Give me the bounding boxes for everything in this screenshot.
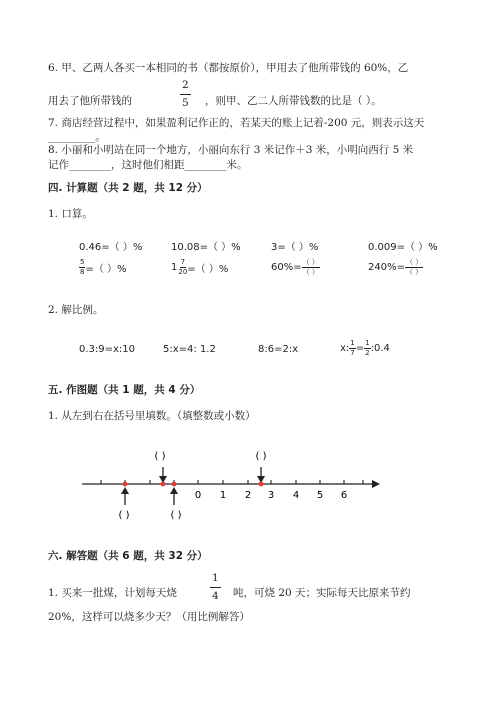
number-line-label-4: 4 bbox=[292, 490, 300, 501]
up-arrow-icon bbox=[121, 487, 129, 505]
oral-calc-8-denominator: （ ） bbox=[405, 268, 423, 276]
oral-calc-8-numerator: （ ） bbox=[405, 258, 423, 266]
number-line-blank-top-2: ( ) bbox=[255, 451, 267, 462]
oral-calc-6-numerator: 7 bbox=[180, 258, 186, 266]
number-line-label-0: 0 bbox=[194, 490, 202, 501]
q7-line1: 7. 商店经营过程中，如果盈利记作正的，若某天的账上记着-200 元，则表示这天 bbox=[48, 117, 425, 129]
oral-calc-8-pre: 240%= bbox=[368, 262, 405, 273]
number-line-label-3: 3 bbox=[267, 490, 275, 501]
q8-line2: 记作________，这时他们相距________米。 bbox=[48, 159, 248, 171]
sec6-q1-frac-numerator: 1 bbox=[210, 573, 221, 588]
oral-calc-7-numerator: （ ） bbox=[302, 258, 319, 266]
oral-calc-3: 3=（ ）% bbox=[271, 242, 319, 253]
marker-point bbox=[172, 482, 177, 487]
sec5-q1-label: 1. 从左到右在括号里填数。（填整数或小数） bbox=[48, 410, 256, 422]
marker-point bbox=[161, 482, 166, 487]
number-line-label-1: 1 bbox=[219, 490, 227, 501]
proportion-4-num2: 1 bbox=[365, 339, 370, 347]
axis-arrow-icon bbox=[372, 480, 380, 488]
proportion-4-pre: x: bbox=[340, 343, 350, 354]
oral-calc-6-rest: =（ ）% bbox=[187, 264, 229, 275]
proportion-4-mid: = bbox=[355, 343, 365, 354]
q6-frac-denominator: 5 bbox=[182, 96, 189, 109]
number-line-label-6: 6 bbox=[340, 490, 348, 501]
number-line-blank-top-1: ( ) bbox=[154, 451, 166, 462]
proportion-4 bbox=[340, 340, 390, 357]
q6-line2-pre: 用去了他所带钱的 bbox=[48, 95, 132, 107]
up-arrow-icon bbox=[170, 487, 178, 505]
oral-calc-7 bbox=[271, 259, 320, 276]
down-arrow-icon bbox=[257, 467, 265, 483]
sec6-q1-line2: 20%，这样可以烧多少天？（用比例解答） bbox=[48, 611, 250, 623]
sec6-q1-fraction bbox=[210, 573, 221, 601]
number-line-blank-bottom-2: ( ) bbox=[170, 510, 182, 521]
proportion-4-den1: 7 bbox=[350, 349, 355, 357]
oral-calc-6-denominator: 20 bbox=[178, 268, 188, 276]
q6-line1: 6. 甲、乙两人各买一本相同的书（都按原价），甲用去了他所带钱的 60%，乙 bbox=[48, 62, 409, 74]
sec6-q1-frac-denominator: 4 bbox=[212, 589, 219, 602]
oral-calc-6 bbox=[171, 259, 228, 276]
sec4-q2-label: 2. 解比例。 bbox=[48, 304, 104, 316]
number-line-label-5: 5 bbox=[316, 490, 324, 501]
oral-calc-5 bbox=[79, 259, 127, 276]
sec6-q1-line1-post: 吨，可烧 20 天；实际每天比原来节约 bbox=[233, 587, 411, 599]
proportion-4-num1: 1 bbox=[350, 339, 355, 347]
number-line-figure bbox=[60, 445, 390, 530]
proportion-1: 0.3:9=x:10 bbox=[79, 344, 136, 355]
oral-calc-5-numerator: 5 bbox=[80, 258, 85, 266]
oral-calc-6-whole: 1 bbox=[171, 262, 178, 273]
proportion-4-den2: 2 bbox=[365, 349, 370, 357]
oral-calc-5-denominator: 8 bbox=[80, 268, 85, 276]
oral-calc-7-denominator: （ ） bbox=[302, 268, 319, 276]
oral-calc-7-pre: 60%= bbox=[271, 262, 302, 273]
proportion-4-post: :0.4 bbox=[370, 343, 390, 354]
down-arrow-icon bbox=[159, 467, 167, 483]
marker-point bbox=[259, 482, 264, 487]
section6-heading: 六. 解答题（共 6 题，共 32 分） bbox=[48, 550, 208, 562]
proportion-2: 5:x=4: 1.2 bbox=[163, 344, 216, 355]
q8-line1: 8. 小丽和小明站在同一个地方，小丽向东行 3 米记作＋3 米，小明向西行 5 米 bbox=[48, 144, 414, 156]
q6-frac-numerator: 2 bbox=[180, 80, 191, 95]
oral-calc-2: 10.08=（ ）% bbox=[171, 242, 241, 253]
sec6-q1-line1-pre: 1. 买来一批煤，计划每天烧 bbox=[48, 587, 177, 599]
number-line-label-2: 2 bbox=[244, 490, 252, 501]
section5-heading: 五. 作图题（共 1 题，共 4 分） bbox=[48, 384, 201, 396]
oral-calc-8 bbox=[368, 259, 423, 276]
oral-calc-5-rest: =（ ）% bbox=[85, 264, 127, 275]
marker-point bbox=[123, 482, 128, 487]
oral-calc-4: 0.009=（ ）% bbox=[368, 242, 438, 253]
number-line-blank-bottom-1: ( ) bbox=[118, 510, 130, 521]
sec4-q1-label: 1. 口算。 bbox=[48, 208, 93, 220]
q7-line2: _________。 bbox=[48, 131, 106, 143]
q6-line2-post: ，则甲、乙二人所带钱数的比是（ ）。 bbox=[205, 95, 382, 107]
proportion-3: 8:6=2:x bbox=[258, 344, 299, 355]
oral-calc-1: 0.46=（ ）% bbox=[79, 242, 143, 253]
section4-heading: 四. 计算题（共 2 题，共 12 分） bbox=[48, 182, 208, 194]
q6-fraction bbox=[180, 80, 191, 108]
